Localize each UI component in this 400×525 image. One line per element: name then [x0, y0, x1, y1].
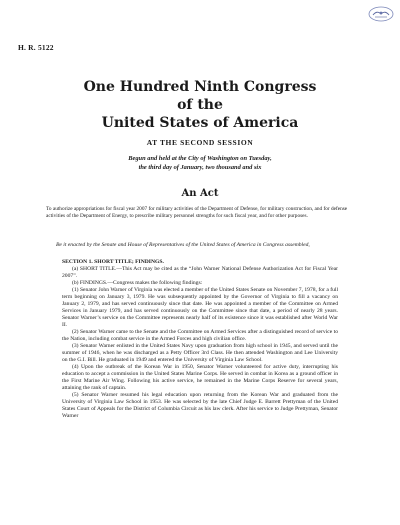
congress-title-line: One Hundred Ninth Congress [83, 79, 317, 95]
section-heading: SECTION 1. SHORT TITLE; FINDINGS. [62, 259, 164, 265]
finding-paragraph: (5) Senator Warner resumed his legal education upon returning from the Korean War and graduated from the University of Virginia Law School in 1953. He was selected by the late Chief Judge E. Barrett Prettyman of the United States Court of Appeals for the District of Columbia Circuit as his law clerk. After his service to Judge Prettyman, Senator Warner [62, 392, 338, 420]
bill-text [62, 259, 338, 420]
begun-statement [0, 154, 400, 172]
begun-line: the third day of January, two thousand and six [138, 164, 262, 171]
short-title-paragraph: (a) SHORT TITLE.—This Act may be cited as the “John Warner National Defense Authorization Act for Fiscal Year 2007”. [62, 266, 338, 280]
act-heading: An Act [181, 188, 219, 199]
gpo-seal-icon [368, 6, 394, 22]
finding-paragraph: (1) Senator John Warner of Virginia was elected a member of the United States Senate on November 7, 1978, for a full term beginning on January 3, 1979. He was subsequently appointed by the Governor of Virginia to fill a vacancy on January 2, 1979, and has served continuously since that date. He was appointed a member of the Committee on Armed Services in January 1979, and has served continuously on the Committee since that date, a period of nearly 28 years. Senator Warner’s service on the Committee represents nearly half of its existence since it was established after World War II. [62, 287, 338, 329]
begun-line: Begun and held at the City of Washington on Tuesday, [128, 155, 272, 162]
purpose-clause: To authorize appropriations for fiscal year 2007 for military activities of the Department of Defense, for military construction, and for defense activities of the Department of Energy, to prescribe military personnel strengths for such fiscal year, and for other purposes. [46, 206, 348, 219]
finding-paragraph: (4) Upon the outbreak of the Korean War in 1950, Senator Warner volunteered for active duty, interrupting his education to accept a commission in the United States Marine Corps. He served in combat in Korea as a ground officer in the First Marine Air Wing. Following his active service, he remained in the Marine Corps Reserve for several years, attaining the rank of captain. [62, 364, 338, 392]
finding-paragraph: (2) Senator Warner came to the Senate and the Committee on Armed Services after a distinguished record of service to the Nation, including combat service in the Armed Forces and high civilian office. [62, 329, 338, 343]
congress-title-line: United States of America [101, 115, 299, 131]
session-line: AT THE SECOND SESSION [146, 138, 254, 147]
congress-title-line: of the [177, 97, 223, 113]
finding-paragraph: (3) Senator Warner enlisted in the United States Navy upon graduation from high school in 1945, and served until the summer of 1946, when he was discharged as a Petty Officer 3rd Class. He then attended Washington and Lee University on the G.I. Bill. He graduated in 1949 and entered the University of Virginia Law School. [62, 343, 338, 364]
bill-number: H. R. 5122 [18, 43, 54, 52]
findings-intro: (b) FINDINGS.—Congress makes the following findings: [72, 280, 203, 287]
enacting-clause: Be it enacted by the Senate and House of Representatives of the United States of America in Congress assembled, [56, 242, 310, 248]
congress-title [40, 78, 360, 132]
